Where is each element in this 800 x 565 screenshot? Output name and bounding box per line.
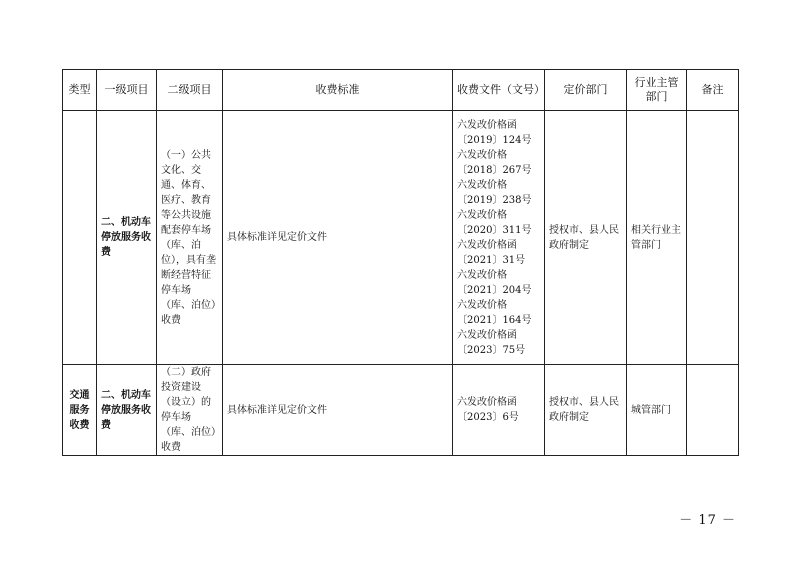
- cell-type: 交通服务收费: [63, 365, 97, 456]
- cell-level1: 二、机动车停放服务收费: [97, 365, 157, 456]
- cell-level2: （一）公共文化、交通、体育、医疗、教育等公共设施配套停车场（库、泊位），具有垄断经营特征停车场（库、泊位）收费: [157, 111, 223, 365]
- cell-pricing-dept: 授权市、县人民政府制定: [545, 111, 627, 365]
- cell-standard: 具体标准详见定价文件: [223, 111, 453, 365]
- header-type: 类型: [63, 70, 97, 111]
- cell-docs: 六发改价格函〔2023〕6号: [453, 365, 545, 456]
- header-remark: 备注: [687, 70, 739, 111]
- header-row: [63, 70, 739, 111]
- fee-table: [62, 69, 739, 456]
- header-authority: 行业主管部门: [627, 70, 687, 111]
- header-pricing-dept: 定价部门: [545, 70, 627, 111]
- table-row: [63, 111, 739, 365]
- header-docs: 收费文件（文号）: [453, 70, 545, 111]
- cell-authority: 相关行业主管部门: [627, 111, 687, 365]
- cell-remark: [687, 365, 739, 456]
- cell-docs: 六发改价格函〔2019〕124号 六发改价格〔2018〕267号 六发改价格〔2019〕238号 六发改价格〔2020〕311号 六发改价格函〔2021〕31号 六发改价格〔2021〕204号 六发改价格〔2021〕164号 六发改价格函〔2023〕75号: [453, 111, 545, 365]
- header-level1: 一级项目: [97, 70, 157, 111]
- cell-type: [63, 111, 97, 365]
- header-standard: 收费标准: [223, 70, 453, 111]
- cell-pricing-dept: 授权市、县人民政府制定: [545, 365, 627, 456]
- cell-level2: （二）政府投资建设（设立）的停车场（库、泊位）收费: [157, 365, 223, 456]
- header-level2: 二级项目: [157, 70, 223, 111]
- cell-level1: 二、机动车停放服务收费: [97, 111, 157, 365]
- cell-remark: [687, 111, 739, 365]
- page-number: － 17 －: [679, 513, 736, 528]
- table-row: [63, 365, 739, 456]
- cell-authority: 城管部门: [627, 365, 687, 456]
- cell-standard: 具体标准详见定价文件: [223, 365, 453, 456]
